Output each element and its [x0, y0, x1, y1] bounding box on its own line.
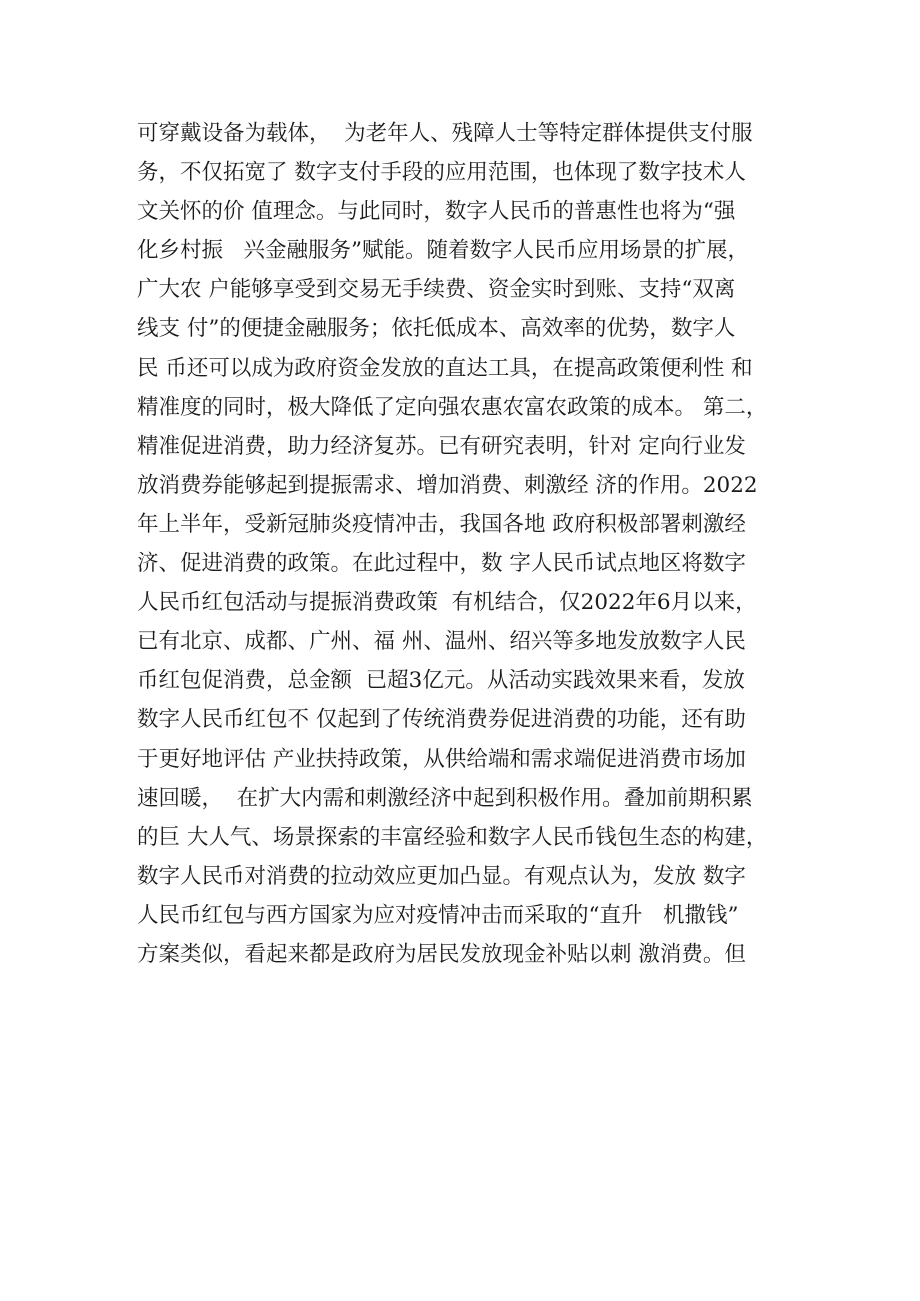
text-line: 广大农 户能够享受到交易无手续费、资金实时到账、支持“双离: [137, 277, 736, 303]
text-line: 精准度的同时，极大降低了定向强农惠农富农政策的成本。 第二，: [137, 394, 768, 420]
text-line: 文关怀的价 值理念。与此同时，数字人民币的普惠性也将为“强: [137, 199, 736, 225]
text-line: 年上半年，受新冠肺炎疫情冲击，我国各地 政府积极部署刺激经: [137, 511, 746, 537]
text-line: 人民币红包活动与提振消费政策 有机结合，仅2022年6月以来，: [137, 590, 757, 616]
text-line: 精准促进消费，助力经济复苏。已有研究表明，针对 定向行业发: [137, 433, 746, 459]
body-text: [137, 114, 797, 974]
text-line: 济、促进消费的政策。在此过程中，数 字人民币试点地区将数字: [137, 551, 746, 577]
text-line: 已有北京、成都、广州、福 州、温州、绍兴等多地发放数字人民: [137, 629, 746, 655]
text-line: 的巨 大人气、场景探索的丰富经验和数字人民币钱包生态的构建，: [137, 824, 768, 850]
text-line: 数字人民币对消费的拉动效应更加凸显。有观点认为，发放 数字: [137, 863, 746, 889]
text-line: 人民币红包与西方国家为应对疫情冲击而采取的“直升 机撒钱”: [137, 902, 739, 928]
text-line: 速回暖， 在扩大内需和刺激经济中起到积极作用。叠加前期积累: [137, 785, 753, 811]
text-line: 化乡村振 兴金融服务”赋能。随着数字人民币应用场景的扩展，: [137, 238, 749, 264]
text-line: 数字人民币红包不 仅起到了传统消费券促进消费的功能，还有助: [137, 707, 746, 733]
text-line: 放消费券能够起到提振需求、增加消费、刺激经 济的作用。2022: [137, 472, 758, 498]
text-line: 方案类似，看起来都是政府为居民发放现金补贴以刺 激消费。但: [137, 941, 746, 967]
text-line: 可穿戴设备为载体， 为老年人、残障人士等特定群体提供支付服: [137, 121, 753, 146]
text-line: 民 币还可以成为政府资金发放的直达工具，在提高政策便利性 和: [137, 355, 753, 381]
text-line: 币红包促消费，总金额 已超3亿元。从活动实践效果来看，发放: [137, 668, 745, 694]
text-line: 于更好地评估 产业扶持政策，从供给端和需求端促进消费市场加: [137, 746, 746, 772]
text-line: 务，不仅拓宽了 数字支付手段的应用范围，也体现了数字技术人: [137, 160, 746, 186]
text-line: 线支 付”的便捷金融服务；依托低成本、高效率的优势，数字人: [137, 316, 736, 342]
